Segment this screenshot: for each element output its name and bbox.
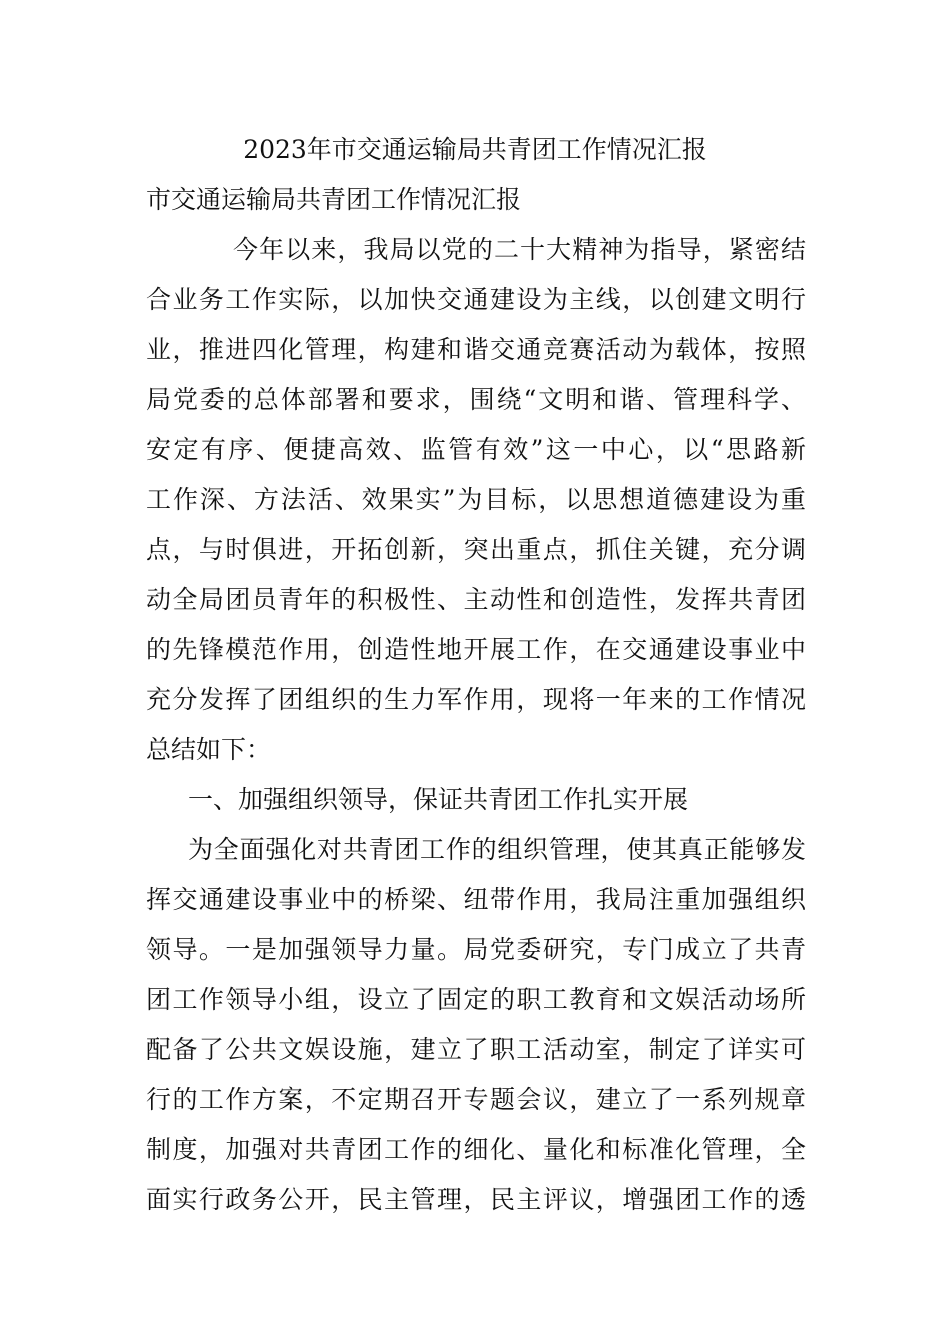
paragraph-1-line: 充分发挥了团组织的生力军作用，现将一年来的工作情况 [146,685,806,714]
paragraph-2-line: 领导。一是加强领导力量。局党委研究，专门成立了共青 [146,935,806,964]
paragraph-1-line: 合业务工作实际，以加快交通建设为主线，以创建文明行 [146,285,806,314]
paragraph-1-line: 工作深、方法活、效果实”为目标，以思想道德建设为重 [146,485,806,514]
paragraph-1-line: 业，推进四化管理，构建和谐交通竞赛活动为载体，按照 [146,335,806,364]
paragraph-2-line: 挥交通建设事业中的桥梁、纽带作用，我局注重加强组织 [146,885,806,914]
paragraph-2-line: 团工作领导小组，设立了固定的职工教育和文娱活动场所 [146,985,806,1014]
paragraph-1-line: 总结如下： [146,735,272,764]
paragraph-2-line: 行的工作方案，不定期召开专题会议，建立了一系列规章 [146,1085,806,1114]
paragraph-1-line: 安定有序、便捷高效、监管有效”这一中心，以“思路新 [146,435,806,464]
section-1-heading: 一、加强组织领导，保证共青团工作扎实开展 [188,785,689,814]
paragraph-2-line: 面实行政务公开，民主管理，民主评议，增强团工作的透 [146,1185,806,1214]
paragraph-2-line: 配备了公共文娱设施，建立了职工活动室，制定了详实可 [146,1035,806,1064]
paragraph-2-line: 为全面强化对共青团工作的组织管理，使其真正能够发 [188,835,806,864]
document-subtitle: 市交通运输局共青团工作情况汇报 [146,185,522,214]
paragraph-1-line: 动全局团员青年的积极性、主动性和创造性，发挥共青团 [146,585,806,614]
paragraph-1-line: 今年以来，我局以党的二十大精神为指导，紧密结 [233,235,806,264]
paragraph-2-line: 制度，加强对共青团工作的细化、量化和标准化管理，全 [146,1135,806,1164]
paragraph-1-line: 局党委的总体部署和要求，围绕“文明和谐、管理科学、 [146,385,806,414]
document-title: 2023年市交通运输局共青团工作情况汇报 [243,135,707,164]
paragraph-1-line: 点，与时俱进，开拓创新，突出重点，抓住关键，充分调 [146,535,806,564]
paragraph-1-line: 的先锋模范作用，创造性地开展工作，在交通建设事业中 [146,635,806,664]
